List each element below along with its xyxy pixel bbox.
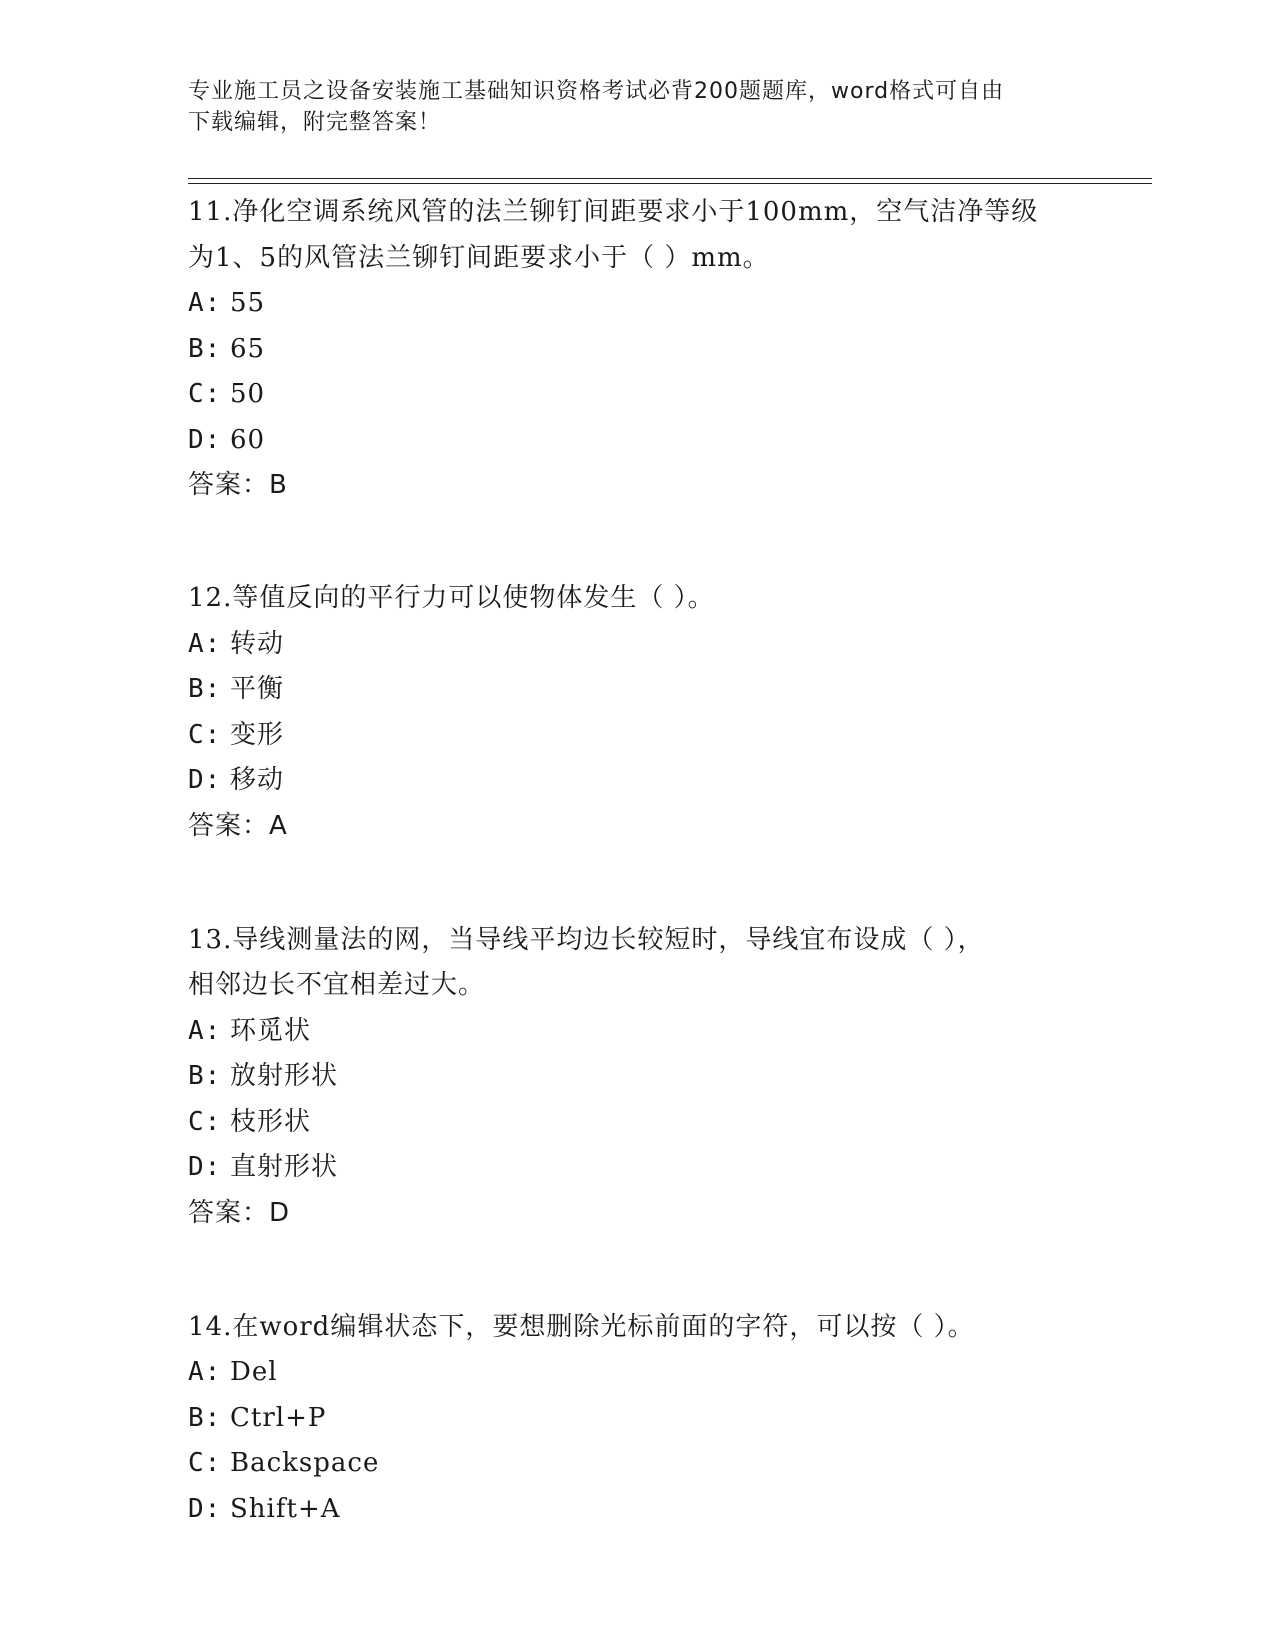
option-d — [188, 1487, 1088, 1533]
option-letter: A: — [188, 1015, 222, 1046]
question-13 — [188, 918, 1088, 1236]
header-line-2: 下载编辑，附完整答案！ — [188, 110, 442, 135]
option-a — [188, 1009, 1088, 1055]
option-text: 65 — [230, 333, 266, 364]
option-c — [188, 1441, 1088, 1487]
option-c — [188, 713, 1088, 759]
question-11 — [188, 190, 1088, 508]
option-text: 移动 — [230, 765, 285, 795]
question-14 — [188, 1305, 1088, 1533]
answer-line: 答案：A — [188, 810, 288, 841]
answer-line: 答案：B — [188, 470, 288, 500]
option-text: 转动 — [230, 628, 285, 659]
question-text-continued: 相邻边长不宜相差过大。 — [188, 970, 486, 1000]
option-letter: B: — [188, 1402, 222, 1433]
question-text: 13.导线测量法的网，当导线平均边长较短时，导线宜布设成（ ）， — [188, 924, 985, 955]
option-a — [188, 281, 1088, 327]
option-text: Ctrl+P — [230, 1402, 327, 1433]
option-d — [188, 1145, 1088, 1191]
option-letter: D: — [188, 1493, 222, 1524]
option-text: Backspace — [230, 1448, 380, 1478]
option-b — [188, 327, 1088, 373]
option-text: 放射形状 — [230, 1061, 339, 1091]
header-line-1: 专业施工员之设备安装施工基础知识资格考试必背200题题库，word格式可自由 — [188, 79, 1005, 104]
option-letter: D: — [188, 765, 222, 795]
option-text: 枝形状 — [230, 1106, 312, 1137]
option-d — [188, 418, 1088, 464]
option-text: Del — [230, 1357, 278, 1387]
question-text: 12.等值反向的平行力可以使物体发生（ ）。 — [188, 583, 715, 613]
option-letter: B: — [188, 674, 222, 704]
question-text: 14.在word编辑状态下，要想删除光标前面的字符，可以按（ ）。 — [188, 1311, 975, 1342]
option-text: 平衡 — [230, 674, 285, 704]
header-rule-top — [188, 178, 1152, 179]
option-letter: C: — [188, 719, 222, 750]
option-text: 直射形状 — [230, 1152, 339, 1182]
option-letter: C: — [188, 1106, 222, 1137]
option-b — [188, 667, 1088, 713]
option-a — [188, 622, 1088, 668]
answer-line: 答案：D — [188, 1197, 291, 1228]
option-letter: B: — [188, 333, 222, 364]
question-text: 11.净化空调系统风管的法兰铆钉间距要求小于100mm，空气洁净等级 — [188, 197, 1039, 227]
option-text: Shift+A — [230, 1493, 341, 1524]
option-text: 60 — [230, 424, 266, 455]
option-letter: A: — [188, 288, 222, 318]
option-letter: D: — [188, 424, 222, 455]
option-text: 变形 — [230, 719, 285, 750]
option-letter: C: — [188, 379, 222, 409]
option-text: 55 — [230, 288, 266, 318]
option-letter: B: — [188, 1061, 222, 1091]
option-c — [188, 1100, 1088, 1146]
option-d — [188, 758, 1088, 804]
option-b — [188, 1396, 1088, 1442]
option-text: 环觅状 — [230, 1015, 312, 1046]
option-letter: A: — [188, 628, 222, 659]
option-letter: D: — [188, 1152, 222, 1182]
option-c — [188, 372, 1088, 418]
question-list — [188, 190, 1088, 1601]
question-text-continued: 为1、5的风管法兰铆钉间距要求小于（ ）mm。 — [188, 242, 770, 273]
option-letter: C: — [188, 1448, 222, 1478]
option-text: 50 — [230, 379, 266, 409]
question-12 — [188, 576, 1088, 849]
document-header — [188, 76, 1088, 138]
option-letter: A: — [188, 1357, 222, 1387]
option-a — [188, 1350, 1088, 1396]
header-rule-bottom — [188, 183, 1152, 184]
option-b — [188, 1054, 1088, 1100]
